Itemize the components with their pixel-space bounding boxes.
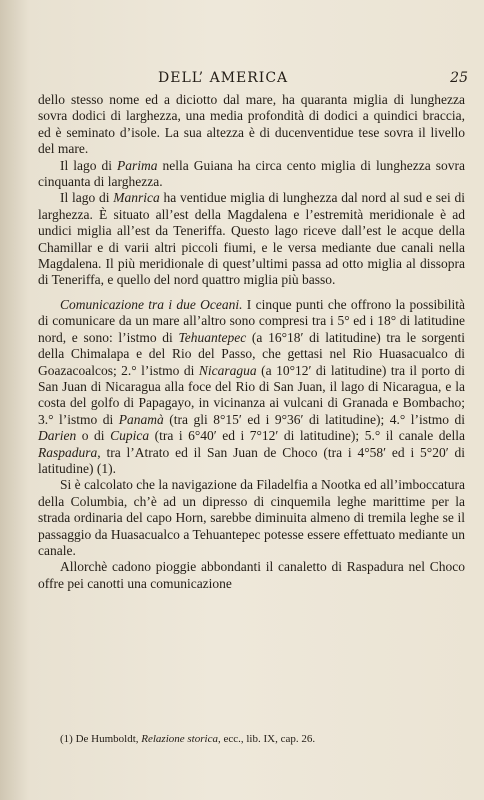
paragraph-raspadura: Allorchè cadono pioggie abbondanti il canaletto di Raspadura nel Choco offre pei canotti una comunicazione — [38, 559, 465, 591]
page-header — [38, 70, 468, 90]
paragraph-lake-parima: Il lago di Parima nella Guiana ha circa cento miglia di lunghezza sovra cinquanta di larghezza. — [38, 157, 465, 190]
body-text — [38, 92, 465, 592]
paragraph-lake-manrica: Il lago di Manrica ha ventidue miglia di lunghezza dal nord al sud e sei di larghezza. È situato all’est della Magdalena e l’estremità meridionale è ad undici miglia all’est da Teneriffa. Questo lago riceve dall’est le acque della Chamillar e di varii altri piccoli fiumi, e le versa mediante due canali nella Magdalena. Il più meridionale di quest’ultimi passa ad otto miglia al dissopra di Teneriffa, e quello del nord quattro miglia più basso. — [38, 190, 465, 288]
footnote: (1) De Humboldt, Relazione storica, ecc., lib. IX, cap. 26. — [60, 733, 316, 745]
paragraph-navigation: Si è calcolato che la navigazione da Filadelfia a Nootka ed all’imboccatura della Columbia, ch’è ad un dipresso di cinquemila leghe marittime per la strada ordinaria del capo Horn, sarebbe diminuita almeno di tremila leghe se il passaggio da Huasacualco a Tehuantepec potesse essere effettuato mediante un canale. — [38, 477, 465, 558]
paragraph-ocean-communication: Comunicazione tra i due Oceani. I cinque punti che offrono la possibilità di comunicare da un mare all’altro sono compresi tra i 5° ed i 18° di latitudine nord, e sono: l’istmo di Tehuantepec (a 16°18′ di latitudine) tra le sorgenti della Chimalapa e del Rio del Passo, che gettasi nel Rio Huasacualco di Goazacoalcos; 2.° l’istmo di Nicaragua (a 10°12′ di latitudine) tra il porto di San Juan di Nicaragua alla foce del Rio di San Juan, il lago di Nicaragua, e la costa del golfo di Papagayo, in vicinanza ai vulcani di Granada e Bombacho; 3.° l’istmo di Panamà (tra gli 8°15′ ed i 9°36′ di latitudine); 4.° l’istmo di Darien o di Cupica (tra i 6°40′ ed i 7°12′ di latitudine); 5.° il canale della Raspadura, tra l’Atrato ed il San Juan de Choco (tra i 4°58′ ed i 5°20′ di latitudine) (1). — [38, 296, 466, 476]
running-title: DELL’ AMERICA — [158, 70, 289, 86]
section-heading: Comunicazione tra i due Oceani. — [60, 296, 243, 312]
page-number: 25 — [450, 70, 468, 86]
paragraph-lake-continuation: dello stesso nome ed a diciotto dal mare, ha quaranta miglia di lunghezza sovra dodici di larghezza, una media profondità di dodici a quindici braccia, ed è seminato d’isole. La sua altezza è di ducenventidue tese sovra il livello del mare. — [38, 92, 465, 157]
